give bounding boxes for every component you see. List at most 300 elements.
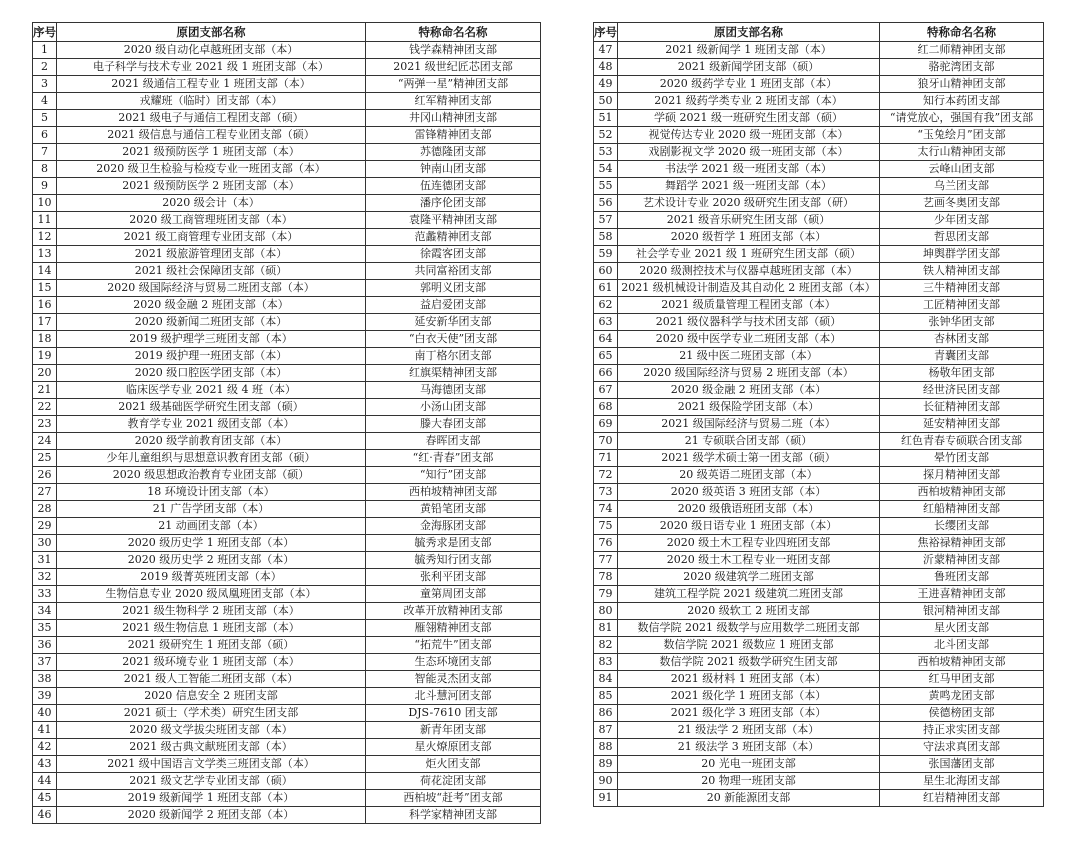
cell-original-name: 2021 级生物信息 1 班团支部（本）: [57, 620, 366, 637]
table-row: [594, 229, 1044, 246]
cell-original-name: 20 光电一班团支部: [618, 756, 880, 773]
cell-no: 20: [33, 365, 57, 382]
cell-special-name: 2021 级世纪匠芯团支部: [366, 59, 541, 76]
table-row: [594, 178, 1044, 195]
cell-no: 86: [594, 705, 618, 722]
table-row: [33, 569, 541, 586]
cell-no: 50: [594, 93, 618, 110]
cell-no: 40: [33, 705, 57, 722]
cell-original-name: 2021 级信息与通信工程专业团支部（硕）: [57, 127, 366, 144]
cell-original-name: 2021 级研究生 1 班团支部（硕）: [57, 637, 366, 654]
cell-original-name: 2021 级环境专业 1 班团支部（本）: [57, 654, 366, 671]
cell-no: 14: [33, 263, 57, 280]
table-row: [594, 76, 1044, 93]
cell-special-name: 徐霞客团支部: [366, 246, 541, 263]
cell-special-name: 长征精神团支部: [880, 399, 1044, 416]
cell-special-name: 红旗渠精神团支部: [366, 365, 541, 382]
cell-special-name: 侯德榜团支部: [880, 705, 1044, 722]
table-row: [594, 603, 1044, 620]
table-row: [33, 314, 541, 331]
cell-special-name: 钟南山团支部: [366, 161, 541, 178]
cell-no: 29: [33, 518, 57, 535]
table-row: [33, 552, 541, 569]
cell-original-name: 2020 级土木工程专业四班团支部: [618, 535, 880, 552]
table-row: [33, 297, 541, 314]
cell-no: 76: [594, 535, 618, 552]
table-row: [33, 246, 541, 263]
cell-original-name: 少年儿童组织与思想意识教育团支部（硕）: [57, 450, 366, 467]
cell-no: 21: [33, 382, 57, 399]
cell-original-name: 2019 级护理学三班团支部（本）: [57, 331, 366, 348]
cell-original-name: 2021 级化学 1 班团支部（本）: [618, 688, 880, 705]
cell-no: 48: [594, 59, 618, 76]
cell-no: 61: [594, 280, 618, 297]
cell-no: 84: [594, 671, 618, 688]
cell-no: 1: [33, 42, 57, 59]
cell-original-name: 2021 级社会保障团支部（硕）: [57, 263, 366, 280]
table-row: [594, 756, 1044, 773]
cell-no: 45: [33, 790, 57, 807]
cell-original-name: 电子科学与技术专业 2021 级 1 班团支部（本）: [57, 59, 366, 76]
cell-original-name: 2021 硕士（学术类）研究生团支部: [57, 705, 366, 722]
cell-no: 91: [594, 790, 618, 807]
cell-original-name: 2021 级化学 3 班团支部（本）: [618, 705, 880, 722]
cell-original-name: 2020 级国际经济与贸易 2 班团支部（本）: [618, 365, 880, 382]
cell-no: 83: [594, 654, 618, 671]
table-row: [33, 76, 541, 93]
cell-special-name: 哲思团支部: [880, 229, 1044, 246]
table-row: [33, 739, 541, 756]
cell-original-name: 2020 级自动化卓越班团支部（本）: [57, 42, 366, 59]
cell-special-name: 红色青春专硕联合团支部: [880, 433, 1044, 450]
table-row: [594, 518, 1044, 535]
cell-special-name: 焦裕禄精神团支部: [880, 535, 1044, 552]
table-row: [33, 178, 541, 195]
table-row: [594, 586, 1044, 603]
table-row: [33, 416, 541, 433]
cell-original-name: 21 级法学 2 班团支部（本）: [618, 722, 880, 739]
cell-original-name: 数信学院 2021 级数学与应用数学二班团支部: [618, 620, 880, 637]
cell-no: 57: [594, 212, 618, 229]
table-row: [594, 93, 1044, 110]
table-row: [594, 399, 1044, 416]
cell-no: 55: [594, 178, 618, 195]
cell-special-name: 星火燎原团支部: [366, 739, 541, 756]
cell-no: 33: [33, 586, 57, 603]
cell-special-name: 张利平团支部: [366, 569, 541, 586]
table-row: [594, 280, 1044, 297]
table-row: [33, 144, 541, 161]
cell-original-name: 建筑工程学院 2021 级建筑二班团支部: [618, 586, 880, 603]
cell-special-name: 马海德团支部: [366, 382, 541, 399]
cell-no: 26: [33, 467, 57, 484]
cell-original-name: 2021 级新闻学团支部（硕）: [618, 59, 880, 76]
table-row: [33, 688, 541, 705]
table-row: [594, 620, 1044, 637]
cell-original-name: 2021 级药学类专业 2 班团支部（本）: [618, 93, 880, 110]
header-special-name: 特称命名名称: [366, 23, 541, 42]
cell-no: 39: [33, 688, 57, 705]
cell-no: 46: [33, 807, 57, 824]
table-row: [33, 110, 541, 127]
cell-special-name: 星生北海团支部: [880, 773, 1044, 790]
table-row: [33, 450, 541, 467]
cell-no: 37: [33, 654, 57, 671]
table-row: [594, 450, 1044, 467]
cell-no: 58: [594, 229, 618, 246]
cell-special-name: “红·青春”团支部: [366, 450, 541, 467]
table-row: [594, 484, 1044, 501]
cell-special-name: 黄鸣龙团支部: [880, 688, 1044, 705]
cell-special-name: 银河精神团支部: [880, 603, 1044, 620]
cell-original-name: 戏剧影视文学 2020 级一班团支部（本）: [618, 144, 880, 161]
cell-original-name: 20 级英语二班团支部（本）: [618, 467, 880, 484]
cell-original-name: 2021 级新闻学 1 班团支部（本）: [618, 42, 880, 59]
header-row: [594, 23, 1044, 42]
cell-no: 71: [594, 450, 618, 467]
cell-no: 41: [33, 722, 57, 739]
cell-special-name: 工匠精神团支部: [880, 297, 1044, 314]
table-row: [594, 195, 1044, 212]
cell-special-name: 毓秀知行团支部: [366, 552, 541, 569]
cell-no: 42: [33, 739, 57, 756]
table-row: [594, 671, 1044, 688]
cell-special-name: 延安精神团支部: [880, 416, 1044, 433]
cell-original-name: 视觉传达专业 2020 级一班团支部（本）: [618, 127, 880, 144]
cell-original-name: 2020 级土木工程专业一班团支部: [618, 552, 880, 569]
cell-special-name: 延安新华团支部: [366, 314, 541, 331]
cell-special-name: 北斗慧河团支部: [366, 688, 541, 705]
cell-no: 66: [594, 365, 618, 382]
cell-no: 3: [33, 76, 57, 93]
cell-original-name: 生物信息专业 2020 级凤凰班团支部（本）: [57, 586, 366, 603]
cell-no: 56: [594, 195, 618, 212]
cell-original-name: 2020 级哲学 1 班团支部（本）: [618, 229, 880, 246]
table-row: [594, 144, 1044, 161]
table-row: [594, 382, 1044, 399]
table-row: [594, 688, 1044, 705]
table-row: [33, 654, 541, 671]
cell-original-name: 2020 级英语 3 班团支部（本）: [618, 484, 880, 501]
cell-no: 62: [594, 297, 618, 314]
cell-original-name: 21 级中医二班团支部（本）: [618, 348, 880, 365]
table-row: [594, 705, 1044, 722]
cell-special-name: 乌兰团支部: [880, 178, 1044, 195]
table-row: [594, 161, 1044, 178]
table-row: [33, 807, 541, 824]
cell-original-name: 20 物理一班团支部: [618, 773, 880, 790]
cell-original-name: 2021 级文艺学专业团支部（硕）: [57, 773, 366, 790]
left-table: [32, 22, 541, 824]
table-row: [594, 110, 1044, 127]
cell-no: 35: [33, 620, 57, 637]
cell-special-name: 炬火团支部: [366, 756, 541, 773]
cell-no: 17: [33, 314, 57, 331]
table-row: [594, 42, 1044, 59]
cell-no: 32: [33, 569, 57, 586]
table-row: [594, 773, 1044, 790]
left-table-body: [33, 42, 541, 824]
cell-special-name: 范蠡精神团支部: [366, 229, 541, 246]
cell-no: 18: [33, 331, 57, 348]
table-row: [594, 637, 1044, 654]
table-row: [594, 722, 1044, 739]
cell-no: 16: [33, 297, 57, 314]
cell-original-name: 2020 级历史学 2 班团支部（本）: [57, 552, 366, 569]
cell-original-name: 20 新能源团支部: [618, 790, 880, 807]
table-row: [33, 93, 541, 110]
table-row: [594, 127, 1044, 144]
cell-special-name: 星火团支部: [880, 620, 1044, 637]
cell-special-name: 黄铅笔团支部: [366, 501, 541, 518]
cell-special-name: 杏林团支部: [880, 331, 1044, 348]
cell-original-name: 2020 级俄语班团支部（本）: [618, 501, 880, 518]
cell-special-name: “知行”团支部: [366, 467, 541, 484]
cell-special-name: 改革开放精神团支部: [366, 603, 541, 620]
cell-original-name: 2020 级软工 2 班团支部: [618, 603, 880, 620]
cell-no: 53: [594, 144, 618, 161]
cell-special-name: 长缨团支部: [880, 518, 1044, 535]
cell-no: 63: [594, 314, 618, 331]
table-row: [33, 722, 541, 739]
cell-special-name: “拓荒牛”团支部: [366, 637, 541, 654]
cell-special-name: 守法求真团支部: [880, 739, 1044, 756]
table-row: [33, 518, 541, 535]
table-row: [594, 59, 1044, 76]
table-row: [594, 739, 1044, 756]
cell-no: 77: [594, 552, 618, 569]
cell-original-name: 2020 级中医学专业二班团支部（本）: [618, 331, 880, 348]
cell-original-name: 2021 级音乐研究生团支部（硕）: [618, 212, 880, 229]
header-special-name: 特称命名名称: [880, 23, 1044, 42]
cell-special-name: 生态环境团支部: [366, 654, 541, 671]
cell-special-name: “玉兔绘月”团支部: [880, 127, 1044, 144]
cell-special-name: 杨敬年团支部: [880, 365, 1044, 382]
table-row: [33, 382, 541, 399]
table-row: [33, 603, 541, 620]
cell-special-name: 张钟华团支部: [880, 314, 1044, 331]
cell-no: 72: [594, 467, 618, 484]
table-row: [33, 756, 541, 773]
table-row: [33, 501, 541, 518]
table-row: [33, 637, 541, 654]
cell-no: 87: [594, 722, 618, 739]
cell-special-name: 经世济民团支部: [880, 382, 1044, 399]
cell-special-name: 苏德隆团支部: [366, 144, 541, 161]
table-row: [33, 705, 541, 722]
cell-original-name: 2021 级材料 1 班团支部（本）: [618, 671, 880, 688]
header-no: 序号: [33, 23, 57, 42]
cell-special-name: 三牛精神团支部: [880, 280, 1044, 297]
table-row: [594, 569, 1044, 586]
table-row: [33, 161, 541, 178]
cell-special-name: “白衣天使”团支部: [366, 331, 541, 348]
cell-no: 24: [33, 433, 57, 450]
cell-special-name: 郭明义团支部: [366, 280, 541, 297]
table-row: [33, 59, 541, 76]
table-row: [594, 654, 1044, 671]
cell-special-name: 春晖团支部: [366, 433, 541, 450]
cell-original-name: 2020 级学前教育团支部（本）: [57, 433, 366, 450]
cell-no: 44: [33, 773, 57, 790]
cell-original-name: 2020 信息安全 2 班团支部: [57, 688, 366, 705]
cell-special-name: 毓秀求是团支部: [366, 535, 541, 552]
cell-original-name: 2021 级电子与通信工程团支部（硕）: [57, 110, 366, 127]
cell-original-name: 2019 级护理一班团支部（本）: [57, 348, 366, 365]
cell-no: 47: [594, 42, 618, 59]
cell-special-name: 骆驼湾团支部: [880, 59, 1044, 76]
cell-no: 31: [33, 552, 57, 569]
table-row: [594, 365, 1044, 382]
table-row: [33, 535, 541, 552]
cell-no: 27: [33, 484, 57, 501]
cell-no: 25: [33, 450, 57, 467]
cell-special-name: 雷锋精神团支部: [366, 127, 541, 144]
right-table: [593, 22, 1044, 807]
cell-no: 70: [594, 433, 618, 450]
cell-original-name: 2020 级文学拔尖班团支部（本）: [57, 722, 366, 739]
cell-original-name: 2020 级药学专业 1 班团支部（本）: [618, 76, 880, 93]
table-row: [33, 42, 541, 59]
cell-special-name: 袁隆平精神团支部: [366, 212, 541, 229]
table-row: [33, 348, 541, 365]
cell-special-name: 艺画冬奥团支部: [880, 195, 1044, 212]
cell-no: 64: [594, 331, 618, 348]
cell-special-name: 太行山精神团支部: [880, 144, 1044, 161]
cell-special-name: 井冈山精神团支部: [366, 110, 541, 127]
cell-original-name: 2020 级建筑学二班团支部: [618, 569, 880, 586]
cell-original-name: 2021 级质量管理工程团支部（本）: [618, 297, 880, 314]
cell-special-name: 西柏坡精神团支部: [366, 484, 541, 501]
cell-no: 36: [33, 637, 57, 654]
cell-no: 22: [33, 399, 57, 416]
cell-special-name: 智能灵杰团支部: [366, 671, 541, 688]
cell-no: 90: [594, 773, 618, 790]
cell-no: 75: [594, 518, 618, 535]
cell-no: 28: [33, 501, 57, 518]
table-row: [594, 552, 1044, 569]
header-original-name: 原团支部名称: [57, 23, 366, 42]
table-row: [594, 433, 1044, 450]
cell-original-name: 2019 级菁英班团支部（本）: [57, 569, 366, 586]
cell-no: 43: [33, 756, 57, 773]
cell-original-name: 2020 级卫生检验与检疫专业一班团支部（本）: [57, 161, 366, 178]
cell-original-name: 2020 级金融 2 班团支部（本）: [618, 382, 880, 399]
table-row: [33, 433, 541, 450]
cell-special-name: 钱学森精神团支部: [366, 42, 541, 59]
cell-original-name: 2021 级基础医学研究生团支部（硕）: [57, 399, 366, 416]
cell-no: 78: [594, 569, 618, 586]
cell-special-name: 青囊团支部: [880, 348, 1044, 365]
cell-special-name: 红船精神团支部: [880, 501, 1044, 518]
cell-special-name: 张国藩团支部: [880, 756, 1044, 773]
cell-special-name: 狼牙山精神团支部: [880, 76, 1044, 93]
cell-no: 88: [594, 739, 618, 756]
table-row: [33, 263, 541, 280]
cell-original-name: 18 环境设计团支部（本）: [57, 484, 366, 501]
cell-special-name: “两弹一星”精神团支部: [366, 76, 541, 93]
cell-original-name: 2020 级日语专业 1 班团支部（本）: [618, 518, 880, 535]
cell-no: 34: [33, 603, 57, 620]
table-row: [33, 229, 541, 246]
table-row: [33, 484, 541, 501]
cell-no: 23: [33, 416, 57, 433]
header-row: [33, 23, 541, 42]
cell-no: 13: [33, 246, 57, 263]
cell-original-name: 2021 级国际经济与贸易二班（本）: [618, 416, 880, 433]
cell-special-name: 知行本药团支部: [880, 93, 1044, 110]
cell-original-name: 2021 级预防医学 2 班团支部（本）: [57, 178, 366, 195]
cell-special-name: 红二师精神团支部: [880, 42, 1044, 59]
table-row: [33, 280, 541, 297]
right-table-body: [594, 42, 1044, 807]
cell-original-name: 21 专硕联合团支部（硕）: [618, 433, 880, 450]
cell-original-name: 2020 级工商管理班团支部（本）: [57, 212, 366, 229]
cell-original-name: 学硕 2021 级一班研究生团支部（硕）: [618, 110, 880, 127]
cell-no: 80: [594, 603, 618, 620]
cell-no: 38: [33, 671, 57, 688]
cell-special-name: 雁翎精神团支部: [366, 620, 541, 637]
cell-no: 9: [33, 178, 57, 195]
cell-original-name: 临床医学专业 2021 级 4 班（本）: [57, 382, 366, 399]
cell-no: 51: [594, 110, 618, 127]
cell-no: 89: [594, 756, 618, 773]
cell-original-name: 2019 级新闻学 1 班团支部（本）: [57, 790, 366, 807]
cell-original-name: 21 动画团支部（本）: [57, 518, 366, 535]
cell-no: 69: [594, 416, 618, 433]
cell-special-name: 南丁格尔团支部: [366, 348, 541, 365]
cell-no: 68: [594, 399, 618, 416]
cell-no: 82: [594, 637, 618, 654]
cell-no: 5: [33, 110, 57, 127]
cell-original-name: 数信学院 2021 级数学研究生团支部: [618, 654, 880, 671]
cell-no: 52: [594, 127, 618, 144]
cell-original-name: 2021 级人工智能二班团支部（本）: [57, 671, 366, 688]
table-row: [33, 586, 541, 603]
cell-original-name: 数信学院 2021 级数应 1 班团支部: [618, 637, 880, 654]
cell-no: 60: [594, 263, 618, 280]
cell-special-name: 潘序伦团支部: [366, 195, 541, 212]
cell-original-name: 2020 级新闻学 2 班团支部（本）: [57, 807, 366, 824]
cell-special-name: 共同富裕团支部: [366, 263, 541, 280]
cell-no: 30: [33, 535, 57, 552]
cell-original-name: 21 级法学 3 班团支部（本）: [618, 739, 880, 756]
table-row: [33, 620, 541, 637]
cell-original-name: 艺术设计专业 2020 级研究生团支部（研）: [618, 195, 880, 212]
cell-no: 12: [33, 229, 57, 246]
cell-special-name: 益启爱团支部: [366, 297, 541, 314]
cell-special-name: 持正求实团支部: [880, 722, 1044, 739]
table-row: [594, 790, 1044, 807]
cell-special-name: 沂蒙精神团支部: [880, 552, 1044, 569]
table-row: [594, 314, 1044, 331]
cell-special-name: 鲁班团支部: [880, 569, 1044, 586]
table-row: [594, 501, 1044, 518]
cell-special-name: 少年团支部: [880, 212, 1044, 229]
cell-special-name: 晕竹团支部: [880, 450, 1044, 467]
table-row: [594, 297, 1044, 314]
table-row: [33, 467, 541, 484]
cell-original-name: 2020 级金融 2 班团支部（本）: [57, 297, 366, 314]
cell-special-name: 西柏坡精神团支部: [880, 484, 1044, 501]
cell-no: 2: [33, 59, 57, 76]
cell-no: 11: [33, 212, 57, 229]
cell-no: 85: [594, 688, 618, 705]
cell-no: 49: [594, 76, 618, 93]
table-row: [33, 212, 541, 229]
cell-original-name: 2020 级测控技术与仪器卓越班团支部（本）: [618, 263, 880, 280]
cell-special-name: 铁人精神团支部: [880, 263, 1044, 280]
